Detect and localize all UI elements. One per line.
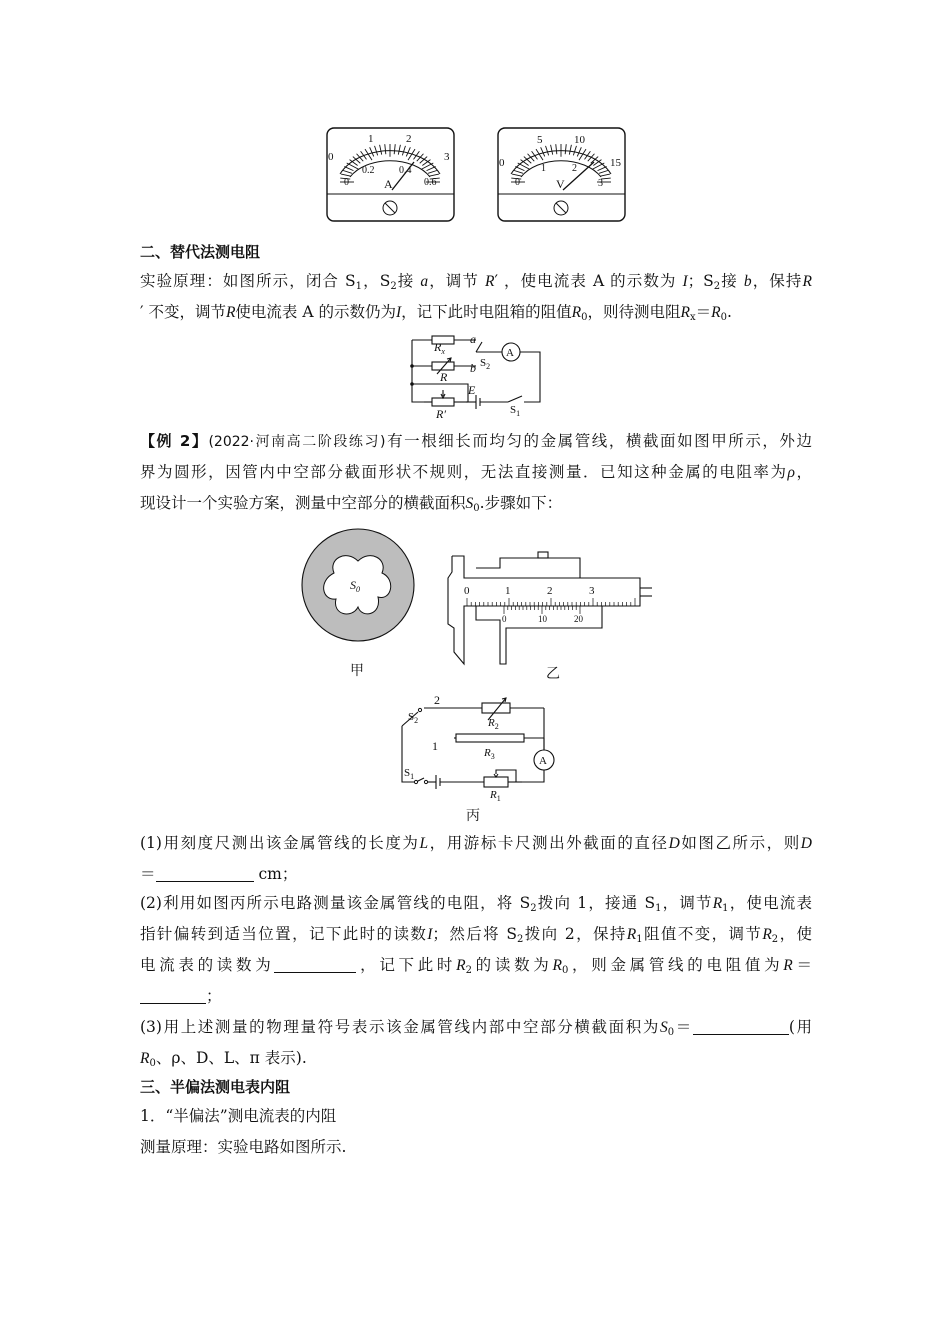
circuit1-b: b bbox=[470, 361, 476, 375]
bing-R3: $R_3$ bbox=[484, 747, 495, 761]
bing-R1: $R_1$ bbox=[490, 789, 501, 803]
voltmeter-bottom-3: 3 bbox=[598, 178, 603, 189]
example2-line3: 现设计一个实验方案，测量中空部分的横截面积$S_0$.步骤如下： bbox=[140, 494, 563, 514]
voltmeter-bottom-2: 2 bbox=[572, 163, 577, 174]
example-source: (2022·河南高二阶段练习) bbox=[208, 434, 386, 450]
yi-vern-20: 20 bbox=[574, 614, 583, 624]
section2-line1: 实验原理：如图所示，闭合 $S_1$，$S_2$接 a，调节 R′ ，使电流表 A 的示数为 I；$S_2$接 b，保持R bbox=[140, 272, 812, 292]
yi-main-1: 1 bbox=[505, 585, 511, 597]
voltmeter-top-2: 10 bbox=[574, 134, 585, 146]
circuit1-Rp: R′ bbox=[436, 407, 446, 418]
ammeter-top-3: 3 bbox=[444, 151, 450, 163]
ammeter-bottom-2: 0.4 bbox=[399, 165, 412, 176]
bing-S2: $S_2$ bbox=[408, 711, 419, 725]
voltmeter-top-0: 0 bbox=[499, 157, 505, 169]
ammeter-bottom-3: 0.6 bbox=[424, 177, 437, 188]
bing-S1: $S_1$ bbox=[404, 767, 415, 781]
q2-current-blank[interactable] bbox=[274, 954, 356, 973]
q2-line3: 电流表的读数为 ，记下此时$R_2$的读数为$R_0$，则金属管线的电阻值为R＝ bbox=[140, 956, 812, 976]
q1-line1: (1)用刻度尺测出该金属管线的长度为L，用游标卡尺测出外截面的直径D如图乙所示，则D bbox=[140, 834, 812, 852]
q2-line2: 指针偏转到适当位置，记下此时的读数I；然后将 $S_2$拨向 2，保持$R_1$阻值不变，调节$R_2$，使 bbox=[140, 925, 812, 945]
bing-pos1: 1 bbox=[432, 739, 438, 753]
figure-jia bbox=[298, 525, 423, 685]
q2-line4: ； bbox=[140, 981, 812, 1012]
jia-S0: $S_0$ bbox=[350, 578, 360, 594]
section3-item1: 1．“半偏法”测电流表的内阻 bbox=[140, 1107, 337, 1125]
example-tag: 【例 2】 bbox=[140, 432, 209, 450]
bing-label: 丙 bbox=[466, 808, 480, 824]
voltmeter-top-3: 15 bbox=[610, 157, 621, 169]
section3-heading: 三、半偏法测电表内阻 bbox=[140, 1078, 291, 1096]
q2-resistance-blank[interactable] bbox=[140, 985, 206, 1004]
circuit1-A: A bbox=[506, 347, 514, 359]
q3-area-blank[interactable] bbox=[693, 1016, 789, 1035]
circuit1-R: R bbox=[440, 370, 448, 384]
bing-R2: $R_2$ bbox=[488, 717, 499, 731]
ammeter-bottom-1: 0.2 bbox=[362, 165, 375, 176]
ammeter-unit: A bbox=[384, 177, 393, 191]
yi-main-3: 3 bbox=[589, 585, 595, 597]
ammeter-bottom-0: 0 bbox=[344, 177, 349, 188]
circuit1-E: E bbox=[468, 383, 476, 397]
substitution-circuit bbox=[404, 332, 554, 418]
voltmeter-unit: V bbox=[556, 177, 565, 191]
circuit1-a: a bbox=[470, 332, 476, 346]
ammeter-top-1: 1 bbox=[368, 133, 374, 145]
q1-answer-blank[interactable] bbox=[156, 863, 254, 882]
example2-line2: 界为圆形，因管内中空部分截面形状不规则，无法直接测量．已知这种金属的电阻率为ρ， bbox=[140, 463, 812, 481]
example2-line1: 【例 2】(2022·河南高二阶段练习)有一根细长而均匀的金属管线，横截面如图甲所示，外边 bbox=[140, 432, 812, 450]
yi-vern-10: 10 bbox=[538, 614, 547, 624]
circuit1-S2: $S_2$ bbox=[480, 357, 491, 371]
circuit1-Rx: $R_x$ bbox=[434, 340, 445, 356]
section3-item2: 测量原理：实验电路如图所示. bbox=[140, 1138, 347, 1156]
q2-line1: (2)利用如图丙所示电路测量该金属管线的电阻，将 $S_2$拨向 1，接通 $S_1$，调节$R_1$，使电流表 bbox=[140, 894, 812, 914]
q1-line2: ＝ cm； bbox=[140, 865, 298, 883]
meters-figure bbox=[322, 124, 632, 226]
bing-pos2: 2 bbox=[434, 693, 440, 707]
bing-A: A bbox=[539, 755, 547, 767]
yi-main-0: 0 bbox=[464, 585, 470, 597]
q3-line1: (3)用上述测量的物理量符号表示该金属管线内部中空部分横截面积为$S_0=$ (用 bbox=[140, 1018, 812, 1038]
figure-yi bbox=[440, 548, 655, 683]
ammeter-top-2: 2 bbox=[406, 133, 412, 145]
yi-label: 乙 bbox=[546, 666, 560, 682]
yi-vern-0: 0 bbox=[502, 614, 507, 624]
ammeter-top-0: 0 bbox=[328, 151, 334, 163]
q3-line2: $R_0$、ρ、D、L、π 表示). bbox=[140, 1049, 307, 1069]
voltmeter-bottom-1: 1 bbox=[541, 163, 546, 174]
yi-main-2: 2 bbox=[547, 585, 553, 597]
section2-line2: ′ 不变，调节R使电流表 A 的示数仍为I，记下此时电阻箱的阻值$R_0$，则待测电阻$R_x=R_0$. bbox=[140, 303, 732, 323]
voltmeter-bottom-0: 0 bbox=[515, 177, 520, 188]
section2-heading: 二、替代法测电阻 bbox=[140, 243, 261, 261]
jia-label: 甲 bbox=[350, 663, 364, 679]
voltmeter bbox=[498, 128, 625, 221]
figure-bing bbox=[394, 690, 558, 830]
ammeter bbox=[327, 128, 454, 221]
voltmeter-top-1: 5 bbox=[537, 134, 543, 146]
circuit1-S1: $S_1$ bbox=[510, 404, 521, 418]
